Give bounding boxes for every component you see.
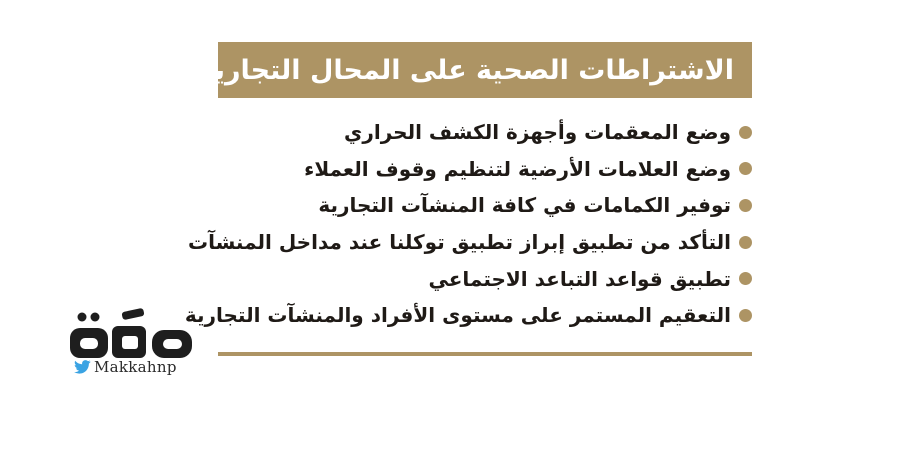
infographic-title: الاشتراطات الصحية على المحال التجارية: [187,54,734,86]
divider [218,352,752,356]
list-item [218,260,752,297]
list-item-text: تطبيق قواعد التباعد الاجتماعي [428,266,731,291]
social-handle[interactable] [74,358,177,376]
list-item-text: توفير الكمامات في كافة المنشآت التجارية [318,193,731,218]
list-item-text: وضع المعقمات وأجهزة الكشف الحراري [344,120,731,145]
list-item [184,297,752,334]
bullet-icon [739,309,752,322]
list-item [218,114,752,151]
bullet-icon [739,199,752,212]
requirements-list [184,114,752,334]
list-item-text: التعقيم المستمر على مستوى الأفراد والمنشآت التجارية [184,303,731,328]
bullet-icon [739,272,752,285]
list-item [218,187,752,224]
twitter-bird-icon [74,360,91,374]
list-item-text: وضع العلامات الأرضية لتنظيم وقوف العملاء [304,156,731,181]
list-item-text: التأكد من تطبيق إبراز تطبيق توكلنا عند مداخل المنشآت [187,230,731,255]
list-item [187,224,752,261]
bullet-icon [739,126,752,139]
makkah-logo [68,306,194,360]
title-banner [187,42,752,98]
bullet-icon [739,236,752,249]
bullet-icon [739,162,752,175]
list-item [218,151,752,188]
handle-text: Makkahnp [94,358,177,376]
